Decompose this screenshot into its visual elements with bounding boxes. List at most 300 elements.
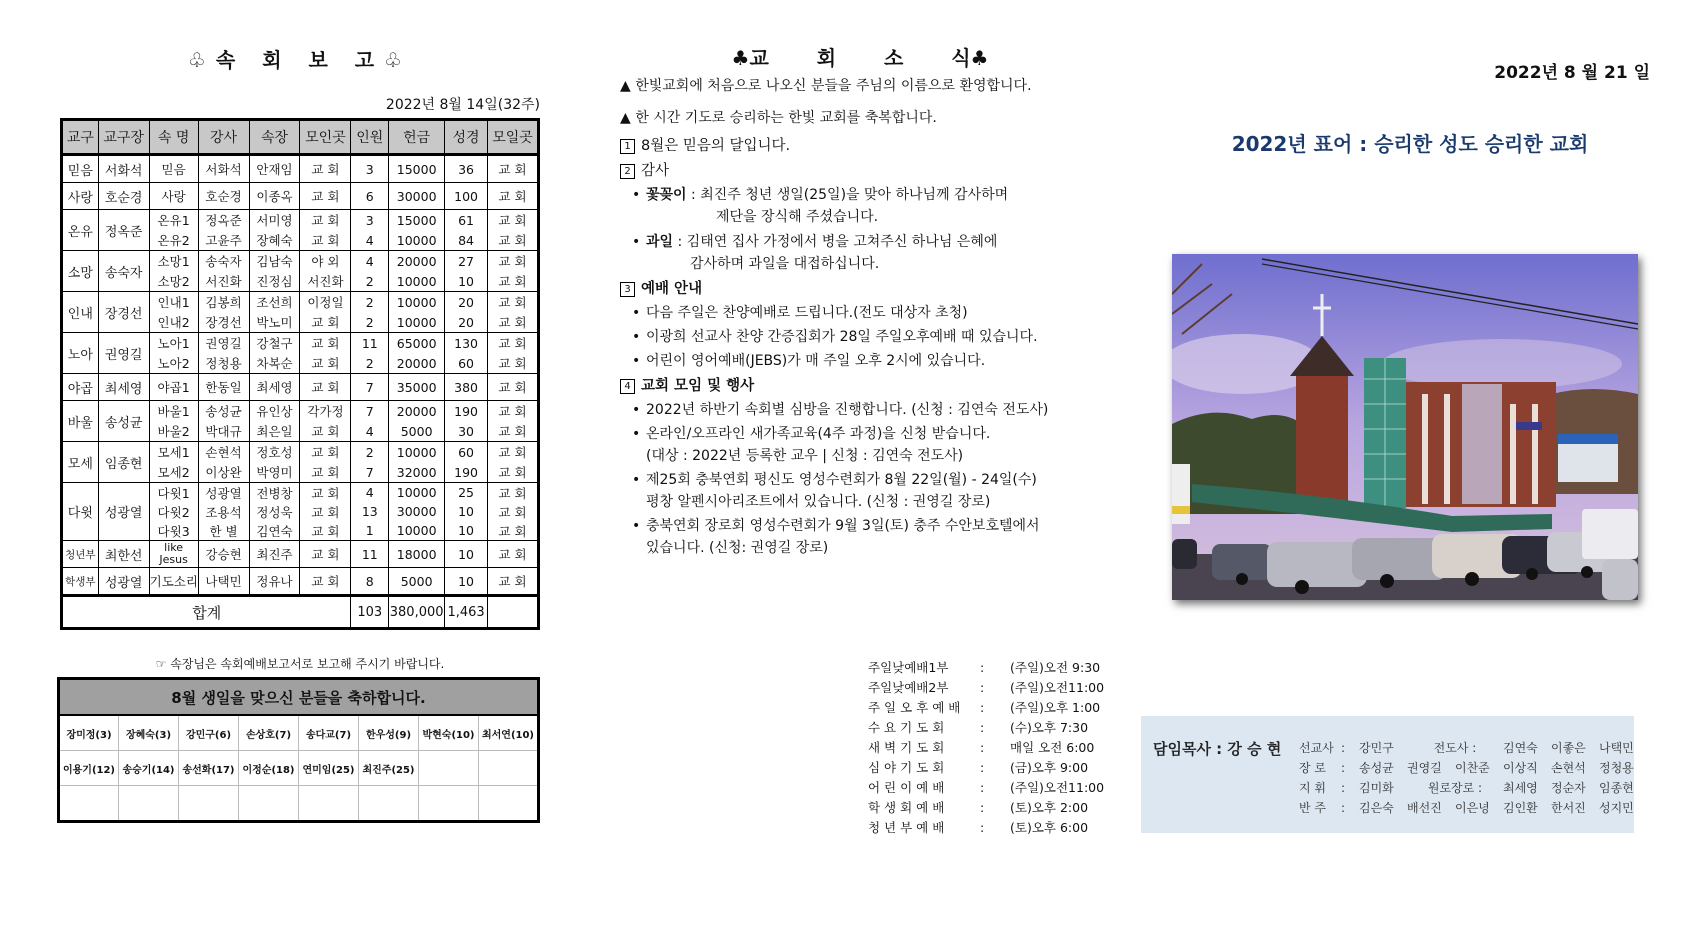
table-cell: 최세영	[249, 374, 300, 401]
table-cell: 조선희	[249, 292, 300, 313]
section-title: 8월은 믿음의 달입니다.	[641, 138, 791, 154]
colon: :	[980, 780, 985, 795]
total-empty	[487, 596, 538, 629]
table-cell: 소망2	[149, 271, 198, 292]
birthday-row	[59, 786, 539, 822]
table-cell: like Jesus	[149, 541, 198, 568]
table-cell: 전병창	[249, 483, 300, 503]
event-continuation: (대상 : 2022년 등록한 교우 | 신청 : 김연숙 전도사)	[646, 448, 964, 464]
staff-label: 반 주	[1299, 801, 1326, 815]
total-row	[62, 596, 539, 629]
birthday-row	[59, 715, 539, 751]
staff-box	[1141, 716, 1634, 833]
table-cell: 노아1	[149, 333, 198, 354]
table-cell: 교 회	[300, 353, 351, 374]
section-title: 교회 모임 및 행사	[641, 378, 755, 394]
district-cell: 믿음	[62, 155, 99, 183]
table-cell: 강승현	[198, 541, 249, 568]
staff-label: 지 휘	[1299, 781, 1326, 795]
table-cell: 교 회	[300, 483, 351, 503]
table-row	[62, 442, 539, 463]
table-cell: 이종옥	[249, 183, 300, 210]
table-cell: 10000	[389, 292, 445, 313]
table-cell: 10000	[389, 521, 445, 541]
table-cell: 한동일	[198, 374, 249, 401]
table-cell: 교 회	[487, 210, 538, 231]
annual-motto: 2022년 표어 : 승리한 성도 승리한 교회	[1231, 132, 1589, 156]
worship-text: 이광희 선교사 찬양 간증집회가 28일 주일오후예배 때 있습니다.	[646, 329, 1038, 345]
table-cell: 온유2	[149, 230, 198, 251]
thanks-continuation: 감사하며 과일을 대접하십니다.	[690, 256, 880, 272]
table-row	[62, 374, 539, 401]
district-leader-cell: 성광열	[98, 568, 149, 596]
table-cell: 정청용	[198, 353, 249, 374]
event-text: 온라인/오프라인 새가족교육(4주 과정)을 신청 받습니다.	[646, 426, 991, 442]
bullet-icon: •	[632, 472, 641, 488]
thanks-text: : 김태연 집사 가정에서 병을 고쳐주신 하나님 은혜에	[673, 234, 998, 250]
table-cell: 소망1	[149, 251, 198, 272]
staff-name: 이은녕	[1455, 801, 1490, 815]
birthday-cell: 이용기(12)	[59, 751, 119, 786]
table-cell: 11	[351, 333, 389, 354]
colon: :	[1341, 781, 1346, 795]
worship-item	[620, 350, 1120, 372]
total-label: 합계	[62, 596, 351, 629]
staff-name: 송성균	[1359, 761, 1394, 775]
district-cell: 모세	[62, 442, 99, 483]
event-item	[620, 399, 1120, 421]
birthday-title: 8월 생일을 맞으신 분들을 축하합니다.	[59, 679, 539, 716]
table-cell: 100	[445, 183, 488, 210]
table-cell: 김연숙	[249, 521, 300, 541]
table-cell: 이정일	[300, 292, 351, 313]
box-number-icon: 2	[620, 164, 635, 179]
cell-group-report-table	[60, 118, 540, 630]
table-row	[62, 210, 539, 231]
table-cell: 교 회	[487, 333, 538, 354]
table-cell: 65000	[389, 333, 445, 354]
table-cell: 안재임	[249, 155, 300, 183]
event-item	[620, 423, 1120, 445]
table-cell: 정유나	[249, 568, 300, 596]
service-time: (주일)오전11:00	[1010, 680, 1105, 695]
table-cell: 4	[351, 421, 389, 442]
staff-list	[1299, 738, 1647, 818]
table-cell: 10	[445, 521, 488, 541]
table-cell: 10	[445, 271, 488, 292]
col-header: 인원	[351, 120, 389, 155]
service-name: 주일낮예배2부	[868, 680, 949, 695]
birthday-cell	[359, 786, 419, 822]
service-time: 매일 오전 6:00	[1010, 740, 1095, 755]
table-cell: 진정심	[249, 271, 300, 292]
table-cell: 20	[445, 312, 488, 333]
total-bible: 1,463	[445, 596, 488, 629]
colon: :	[1341, 741, 1346, 755]
worship-item	[620, 302, 1120, 324]
birthday-cell	[479, 786, 539, 822]
table-cell: 교 회	[487, 568, 538, 596]
event-item	[620, 515, 1120, 537]
table-cell: 정호성	[249, 442, 300, 463]
table-cell: 10000	[389, 271, 445, 292]
news-title-part: 식♣	[951, 46, 989, 70]
table-cell: 5000	[389, 421, 445, 442]
col-header: 속 명	[149, 120, 198, 155]
birthday-cell: 장미정(3)	[59, 715, 119, 751]
table-cell: 30000	[389, 502, 445, 521]
table-cell: 190	[445, 462, 488, 483]
staff-name: 이찬준	[1455, 761, 1490, 775]
staff-label: 원로장로 :	[1427, 781, 1483, 795]
birthday-cell: 최서연(10)	[479, 715, 539, 751]
box-number-icon: 3	[620, 282, 635, 297]
district-cell: 야곱	[62, 374, 99, 401]
service-name: 심 야 기 도 회	[868, 760, 945, 775]
table-cell: 인내2	[149, 312, 198, 333]
welcome-line: ▲ 한빛교회에 처음으로 나오신 분들을 주님의 이름으로 환영합니다.	[620, 78, 1032, 94]
table-row	[62, 155, 539, 183]
table-cell: 송숙자	[198, 251, 249, 272]
staff-row-conductor	[1299, 778, 1647, 798]
section-thanks	[620, 159, 1120, 184]
birthday-cell	[419, 786, 479, 822]
table-cell: 바울2	[149, 421, 198, 442]
worship-schedule	[868, 658, 1104, 838]
issue-date: 2022년 8 월 21 일	[1494, 63, 1650, 83]
event-continuation: 있습니다. (신청: 권영길 장로)	[646, 540, 829, 556]
table-cell: 교 회	[300, 183, 351, 210]
worship-text: 다음 주일은 찬양예배로 드립니다.(전도 대상자 초청)	[646, 305, 968, 321]
service-name: 청 년 부 예 배	[868, 820, 945, 835]
birthday-cell	[419, 751, 479, 786]
birthday-cell	[479, 751, 539, 786]
service-time: (주일)오전11:00	[1010, 780, 1105, 795]
district-cell: 소망	[62, 251, 99, 292]
table-cell: 15000	[389, 210, 445, 231]
table-cell: 온유1	[149, 210, 198, 231]
table-cell: 교 회	[300, 374, 351, 401]
thanks-item	[620, 231, 1120, 253]
bullet-icon: •	[632, 234, 641, 250]
table-cell: 교 회	[487, 230, 538, 251]
table-cell: 32000	[389, 462, 445, 483]
section-title: 예배 안내	[641, 281, 703, 297]
table-cell: 장혜숙	[249, 230, 300, 251]
staff-name: 정청용	[1599, 761, 1634, 775]
table-cell: 교 회	[300, 421, 351, 442]
table-cell: 강철구	[249, 333, 300, 354]
table-cell: 바울1	[149, 401, 198, 422]
table-cell: 고윤주	[198, 230, 249, 251]
district-leader-cell: 호순경	[98, 183, 149, 210]
report-date: 2022년 8월 14일(32주)	[385, 97, 540, 113]
staff-row-accompanist	[1299, 798, 1647, 818]
table-cell: 교 회	[300, 312, 351, 333]
col-header: 강사	[198, 120, 249, 155]
table-cell: 10000	[389, 230, 445, 251]
service-time: (수)오후 7:30	[1010, 720, 1089, 735]
table-cell: 교 회	[300, 210, 351, 231]
table-cell: 3	[351, 210, 389, 231]
table-cell: 10	[445, 541, 488, 568]
table-cell: 27	[445, 251, 488, 272]
table-cell: 8	[351, 568, 389, 596]
table-cell: 교 회	[487, 421, 538, 442]
table-cell: 노아2	[149, 353, 198, 374]
birthday-cell: 손상호(7)	[239, 715, 299, 751]
table-cell: 30000	[389, 183, 445, 210]
table-cell: 차복순	[249, 353, 300, 374]
staff-name: 김연숙	[1503, 741, 1538, 755]
table-cell: 교 회	[487, 401, 538, 422]
schedule-row	[868, 718, 1104, 738]
district-leader-cell: 성광열	[98, 483, 149, 541]
colon: :	[980, 820, 985, 835]
table-cell: 380	[445, 374, 488, 401]
table-cell: 13	[351, 502, 389, 521]
table-cell: 10000	[389, 483, 445, 503]
colon: :	[1341, 801, 1346, 815]
staff-name: 권영길	[1407, 761, 1442, 775]
event-text: 제25회 충북연회 평신도 영성수련회가 8월 22일(월) - 24일(수)	[646, 472, 1037, 488]
event-text: 2022년 하반기 속회별 심방을 진행합니다. (신청 : 김연숙 전도사)	[646, 402, 1049, 418]
table-cell: 2	[351, 442, 389, 463]
table-row	[62, 251, 539, 272]
service-name: 수 요 기 도 회	[868, 720, 945, 735]
birthday-cell: 이정순(18)	[239, 751, 299, 786]
table-cell: 7	[351, 462, 389, 483]
table-cell: 서진화	[198, 271, 249, 292]
table-cell: 84	[445, 230, 488, 251]
staff-name: 김인환	[1503, 801, 1538, 815]
birthday-cell: 송다교(7)	[299, 715, 359, 751]
table-cell: 교 회	[300, 521, 351, 541]
table-cell: 야 외	[300, 251, 351, 272]
table-cell: 2	[351, 312, 389, 333]
table-cell: 3	[351, 155, 389, 183]
service-time: (금)오후 9:00	[1010, 760, 1089, 775]
table-cell: 교 회	[487, 374, 538, 401]
table-cell: 장경선	[198, 312, 249, 333]
staff-name: 이좋은	[1551, 741, 1586, 755]
district-cell: 사랑	[62, 183, 99, 210]
table-cell: 권영길	[198, 333, 249, 354]
table-cell: 10	[445, 502, 488, 521]
table-cell: 김남숙	[249, 251, 300, 272]
section-worship-guide	[620, 277, 1120, 302]
table-cell: 사랑	[149, 183, 198, 210]
staff-name: 김미화	[1359, 781, 1394, 795]
district-leader-cell: 송성균	[98, 401, 149, 442]
birthday-cell: 송승기(14)	[119, 751, 179, 786]
table-cell: 유인상	[249, 401, 300, 422]
church-photo	[1172, 254, 1638, 600]
table-cell: 6	[351, 183, 389, 210]
table-cell: 10000	[389, 312, 445, 333]
staff-name: 배선진	[1407, 801, 1442, 815]
staff-label: 선교사	[1299, 741, 1334, 755]
birthday-cell	[299, 786, 359, 822]
colon: :	[980, 700, 985, 715]
table-cell: 20000	[389, 251, 445, 272]
col-header: 교구장	[98, 120, 149, 155]
table-cell: 4	[351, 230, 389, 251]
table-row	[62, 401, 539, 422]
staff-name: 한서진	[1551, 801, 1586, 815]
report-header-row	[62, 120, 539, 155]
table-cell: 믿음	[149, 155, 198, 183]
table-cell: 교 회	[487, 462, 538, 483]
box-number-icon: 1	[620, 139, 635, 154]
table-cell: 박대규	[198, 421, 249, 442]
event-continuation: 평창 알펜시아리조트에서 있습니다. (신청 : 권영길 장로)	[646, 494, 991, 510]
table-row	[62, 568, 539, 596]
bullet-icon: •	[632, 518, 641, 534]
table-cell: 30	[445, 421, 488, 442]
staff-name: 손현석	[1551, 761, 1586, 775]
table-cell: 교 회	[300, 333, 351, 354]
table-cell: 교 회	[487, 155, 538, 183]
birthday-cell: 송선화(17)	[179, 751, 239, 786]
table-cell: 5000	[389, 568, 445, 596]
colon: :	[980, 680, 985, 695]
table-cell: 다윗2	[149, 502, 198, 521]
table-cell: 11	[351, 541, 389, 568]
birthday-cell: 강민구(6)	[179, 715, 239, 751]
table-cell: 교 회	[300, 462, 351, 483]
table-cell: 교 회	[487, 292, 538, 313]
table-cell: 교 회	[487, 251, 538, 272]
staff-label: 전도사 :	[1433, 741, 1477, 755]
birthday-cell: 박현숙(10)	[419, 715, 479, 751]
table-cell: 7	[351, 401, 389, 422]
table-cell: 조용석	[198, 502, 249, 521]
blessing-line: ▲ 한 시간 기도로 승리하는 한빛 교회를 축복합니다.	[620, 110, 937, 126]
service-name: 주일낮예배1부	[868, 660, 949, 675]
district-leader-cell: 서화석	[98, 155, 149, 183]
table-cell: 교 회	[487, 483, 538, 503]
table-cell: 교 회	[300, 230, 351, 251]
district-cell: 인내	[62, 292, 99, 333]
table-cell: 190	[445, 401, 488, 422]
bullet-icon: •	[632, 329, 641, 345]
table-cell: 교 회	[487, 312, 538, 333]
table-cell: 60	[445, 442, 488, 463]
thanks-continuation: 제단을 장식해 주셨습니다.	[716, 209, 879, 225]
birthday-cell	[179, 786, 239, 822]
district-cell: 노아	[62, 333, 99, 374]
schedule-row	[868, 778, 1104, 798]
schedule-row	[868, 758, 1104, 778]
section-events	[620, 374, 1120, 399]
birthday-cell: 연미임(25)	[299, 751, 359, 786]
col-header: 성경	[445, 120, 488, 155]
table-cell: 박노미	[249, 312, 300, 333]
table-cell: 모세1	[149, 442, 198, 463]
table-row	[62, 333, 539, 354]
col-header: 헌금	[389, 120, 445, 155]
thanks-keyword: 과일	[646, 234, 674, 250]
table-cell: 서미영	[249, 210, 300, 231]
table-cell: 교 회	[487, 541, 538, 568]
service-name: 주 일 오 후 예 배	[868, 700, 961, 715]
table-cell: 교 회	[487, 442, 538, 463]
schedule-row	[868, 818, 1104, 838]
table-row	[62, 183, 539, 210]
table-cell: 20	[445, 292, 488, 313]
table-cell: 모세2	[149, 462, 198, 483]
birthday-cell	[119, 786, 179, 822]
table-cell: 성광열	[198, 483, 249, 503]
table-cell: 61	[445, 210, 488, 231]
service-time: (주일)오전 9:30	[1010, 660, 1101, 675]
news-body	[620, 70, 1120, 559]
schedule-row	[868, 698, 1104, 718]
event-text: 충북연회 장로회 영성수련회가 9월 3일(토) 충주 수안보호텔에서	[646, 518, 1040, 534]
staff-name: 김은숙	[1359, 801, 1394, 815]
table-row	[62, 483, 539, 503]
staff-name: 강민구	[1359, 741, 1394, 755]
table-cell: 호순경	[198, 183, 249, 210]
table-cell: 1	[351, 521, 389, 541]
total-attendance: 103	[351, 596, 389, 629]
colon: :	[980, 720, 985, 735]
birthday-table	[57, 677, 540, 823]
bullet-icon: •	[632, 402, 641, 418]
district-leader-cell: 장경선	[98, 292, 149, 333]
staff-name: 임종현	[1599, 781, 1634, 795]
birthday-cell: 한우성(9)	[359, 715, 419, 751]
birthday-cell: 장혜숙(3)	[119, 715, 179, 751]
schedule-row	[868, 738, 1104, 758]
news-title-part: 회	[816, 46, 837, 70]
table-cell: 15000	[389, 155, 445, 183]
table-cell: 기도소리	[149, 568, 198, 596]
schedule-row	[868, 658, 1104, 678]
table-cell: 2	[351, 271, 389, 292]
colon: :	[980, 660, 985, 675]
colon: :	[1341, 761, 1346, 775]
table-cell: 각가정	[300, 401, 351, 422]
report-body	[62, 155, 539, 629]
news-title	[600, 42, 1120, 71]
news-title-part: 소	[883, 46, 904, 70]
total-offering: 380,000	[389, 596, 445, 629]
table-cell: 박영미	[249, 462, 300, 483]
bullet-icon: •	[632, 305, 641, 321]
thanks-text: : 최진주 청년 생일(25일)을 맞아 하나님께 감사하며	[686, 187, 1009, 203]
col-header: 모인곳	[300, 120, 351, 155]
staff-row-elders	[1299, 758, 1647, 778]
table-cell: 다윗3	[149, 521, 198, 541]
table-cell: 130	[445, 333, 488, 354]
section-faith-month	[620, 134, 1120, 159]
table-cell: 2	[351, 292, 389, 313]
table-cell: 7	[351, 374, 389, 401]
schedule-row	[868, 678, 1104, 698]
table-cell: 서진화	[300, 271, 351, 292]
table-cell: 교 회	[487, 353, 538, 374]
table-cell: 36	[445, 155, 488, 183]
colon: :	[980, 760, 985, 775]
table-cell: 4	[351, 483, 389, 503]
table-cell: 인내1	[149, 292, 198, 313]
table-cell: 60	[445, 353, 488, 374]
staff-name: 나택민	[1599, 741, 1634, 755]
service-time: (토)오후 2:00	[1010, 800, 1089, 815]
staff-row-missionary	[1299, 738, 1647, 758]
